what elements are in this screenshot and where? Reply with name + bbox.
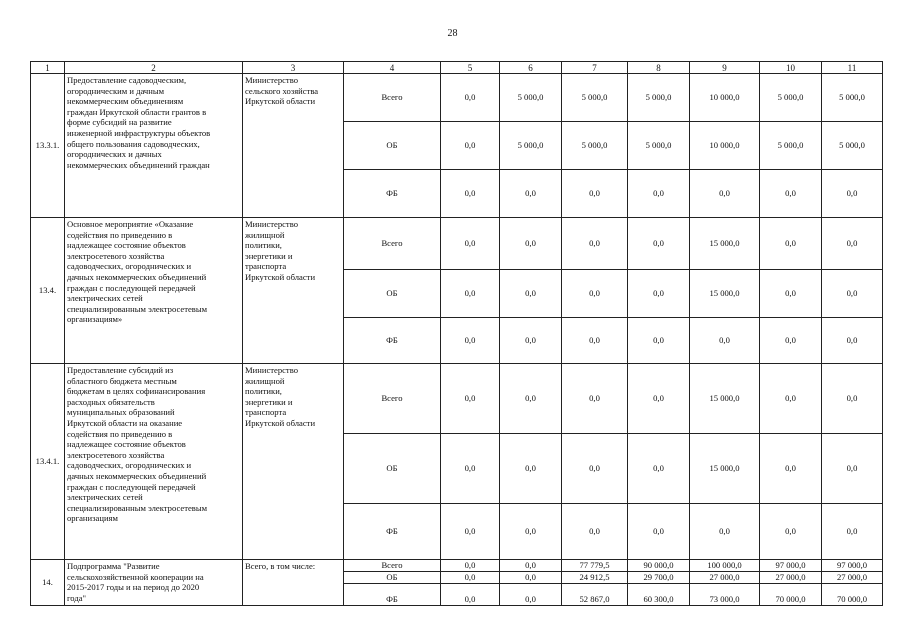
- amount-cell: 0,0: [822, 170, 883, 218]
- funding-source: Всего: [344, 560, 441, 572]
- col-header: 1: [31, 62, 65, 74]
- amount-cell: 27 000,0: [822, 572, 883, 584]
- amount-cell: 0,0: [822, 270, 883, 318]
- amount-cell: 0,0: [441, 584, 500, 606]
- amount-cell: 0,0: [690, 318, 760, 364]
- amount-cell: 0,0: [441, 572, 500, 584]
- amount-cell: 5 000,0: [562, 122, 628, 170]
- amount-cell: 5 000,0: [500, 122, 562, 170]
- amount-cell: 0,0: [562, 364, 628, 434]
- row-number: 13.4.1.: [31, 364, 65, 560]
- amount-cell: 0,0: [441, 434, 500, 504]
- funding-source: ФБ: [344, 170, 441, 218]
- amount-cell: 0,0: [822, 434, 883, 504]
- executor: Министерство жилищной политики, энергетики и транспорта Иркутской области: [243, 218, 344, 364]
- amount-cell: 70 000,0: [760, 584, 822, 606]
- page-number: 28: [447, 28, 458, 39]
- amount-cell: 27 000,0: [760, 572, 822, 584]
- amount-cell: 5 000,0: [822, 122, 883, 170]
- amount-cell: 0,0: [690, 170, 760, 218]
- col-header: 2: [65, 62, 243, 74]
- amount-cell: 0,0: [562, 170, 628, 218]
- funding-source: ФБ: [344, 584, 441, 606]
- col-header: 8: [628, 62, 690, 74]
- amount-cell: 15 000,0: [690, 270, 760, 318]
- amount-cell: 0,0: [628, 218, 690, 270]
- row-number: 14.: [31, 560, 65, 606]
- funding-source: ОБ: [344, 572, 441, 584]
- amount-cell: 0,0: [500, 218, 562, 270]
- amount-cell: 0,0: [500, 434, 562, 504]
- amount-cell: 5 000,0: [628, 74, 690, 122]
- amount-cell: 0,0: [690, 504, 760, 560]
- amount-cell: 0,0: [562, 318, 628, 364]
- amount-cell: 0,0: [441, 218, 500, 270]
- amount-cell: 27 000,0: [690, 572, 760, 584]
- amount-cell: 70 000,0: [822, 584, 883, 606]
- amount-cell: 0,0: [562, 218, 628, 270]
- col-header: 5: [441, 62, 500, 74]
- amount-cell: 29 700,0: [628, 572, 690, 584]
- funding-source: Всего: [344, 364, 441, 434]
- amount-cell: 10 000,0: [690, 122, 760, 170]
- amount-cell: 0,0: [760, 434, 822, 504]
- amount-cell: 97 000,0: [760, 560, 822, 572]
- amount-cell: 0,0: [628, 434, 690, 504]
- amount-cell: 0,0: [822, 218, 883, 270]
- amount-cell: 0,0: [441, 504, 500, 560]
- activity-description: Основное мероприятие «Оказание содействия по приведению в надлежащее состояние объектов электросетевого хозяйства садоводческих, огороднических и дачных некоммерческих объединений граждан с последующей передачей электрических сетей специализированным электросетевым организациям»: [65, 218, 243, 364]
- amount-cell: 10 000,0: [690, 74, 760, 122]
- col-header: 3: [243, 62, 344, 74]
- table-row: [31, 218, 883, 270]
- amount-cell: 60 300,0: [628, 584, 690, 606]
- amount-cell: 0,0: [628, 270, 690, 318]
- col-header: 4: [344, 62, 441, 74]
- amount-cell: 0,0: [441, 74, 500, 122]
- amount-cell: 5 000,0: [562, 74, 628, 122]
- executor: Министерство сельского хозяйства Иркутской области: [243, 74, 344, 218]
- budget-table: [30, 61, 883, 606]
- funding-source: ФБ: [344, 318, 441, 364]
- amount-cell: 73 000,0: [690, 584, 760, 606]
- amount-cell: 0,0: [441, 318, 500, 364]
- funding-source: ОБ: [344, 270, 441, 318]
- amount-cell: 0,0: [562, 504, 628, 560]
- table-row: [31, 560, 883, 572]
- activity-description: Предоставление садоводческим, огородническим и дачным некоммерческим объединениям граждан Иркутской области грантов в форме субсидий на развитие инженерной инфраструктуры объектов общего пользования садоводческих, огороднических и дачных некоммерческих объединений граждан: [65, 74, 243, 218]
- table-row: [31, 74, 883, 122]
- col-header: 6: [500, 62, 562, 74]
- amount-cell: 0,0: [562, 270, 628, 318]
- executor: Министерство жилищной политики, энергетики и транспорта Иркутской области: [243, 364, 344, 560]
- amount-cell: 0,0: [562, 434, 628, 504]
- amount-cell: 0,0: [628, 170, 690, 218]
- funding-source: ОБ: [344, 434, 441, 504]
- amount-cell: 0,0: [441, 560, 500, 572]
- row-number: 13.3.1.: [31, 74, 65, 218]
- col-header: 11: [822, 62, 883, 74]
- amount-cell: 5 000,0: [760, 122, 822, 170]
- col-header: 7: [562, 62, 628, 74]
- amount-cell: 0,0: [500, 584, 562, 606]
- amount-cell: 0,0: [500, 504, 562, 560]
- amount-cell: 0,0: [760, 504, 822, 560]
- amount-cell: 0,0: [500, 318, 562, 364]
- amount-cell: 5 000,0: [500, 74, 562, 122]
- amount-cell: 15 000,0: [690, 364, 760, 434]
- activity-description: Подпрограмма "Развитие сельскохозяйственной кооперации на 2015-2017 годы и на период до 2020 года": [65, 560, 243, 606]
- amount-cell: 5 000,0: [628, 122, 690, 170]
- funding-source: Всего: [344, 218, 441, 270]
- col-header: 9: [690, 62, 760, 74]
- funding-source: Всего: [344, 74, 441, 122]
- amount-cell: 0,0: [441, 122, 500, 170]
- amount-cell: 15 000,0: [690, 434, 760, 504]
- amount-cell: 0,0: [500, 270, 562, 318]
- amount-cell: 52 867,0: [562, 584, 628, 606]
- amount-cell: 0,0: [628, 364, 690, 434]
- amount-cell: 0,0: [760, 170, 822, 218]
- col-header: 10: [760, 62, 822, 74]
- amount-cell: 0,0: [628, 504, 690, 560]
- amount-cell: 0,0: [500, 560, 562, 572]
- activity-description: Предоставление субсидий из областного бюджета местным бюджетам в целях софинансирования расходных обязательств муниципальных образований Иркутской области на оказание содействия по приведению в надлежащее состояние объектов электросетевого хозяйства садоводческих, огороднических и дачных некоммерческих объединений граждан с последующей передачей электрических сетей специализированным электросетевым организациям: [65, 364, 243, 560]
- amount-cell: 0,0: [441, 170, 500, 218]
- amount-cell: 5 000,0: [822, 74, 883, 122]
- amount-cell: 15 000,0: [690, 218, 760, 270]
- amount-cell: 0,0: [441, 364, 500, 434]
- amount-cell: 24 912,5: [562, 572, 628, 584]
- amount-cell: 0,0: [760, 270, 822, 318]
- funding-source: ФБ: [344, 504, 441, 560]
- amount-cell: 0,0: [441, 270, 500, 318]
- table-row: [31, 364, 883, 434]
- amount-cell: 90 000,0: [628, 560, 690, 572]
- amount-cell: 0,0: [822, 364, 883, 434]
- amount-cell: 77 779,5: [562, 560, 628, 572]
- amount-cell: 0,0: [760, 364, 822, 434]
- table-body: [31, 74, 883, 606]
- amount-cell: 0,0: [628, 318, 690, 364]
- amount-cell: 0,0: [760, 218, 822, 270]
- amount-cell: 97 000,0: [822, 560, 883, 572]
- amount-cell: 0,0: [500, 572, 562, 584]
- amount-cell: 100 000,0: [690, 560, 760, 572]
- executor: Всего, в том числе:: [243, 560, 344, 606]
- amount-cell: 0,0: [822, 318, 883, 364]
- row-number: 13.4.: [31, 218, 65, 364]
- amount-cell: 0,0: [760, 318, 822, 364]
- amount-cell: 0,0: [500, 170, 562, 218]
- amount-cell: 5 000,0: [760, 74, 822, 122]
- funding-source: ОБ: [344, 122, 441, 170]
- amount-cell: 0,0: [500, 364, 562, 434]
- header-row: [31, 62, 883, 74]
- amount-cell: 0,0: [822, 504, 883, 560]
